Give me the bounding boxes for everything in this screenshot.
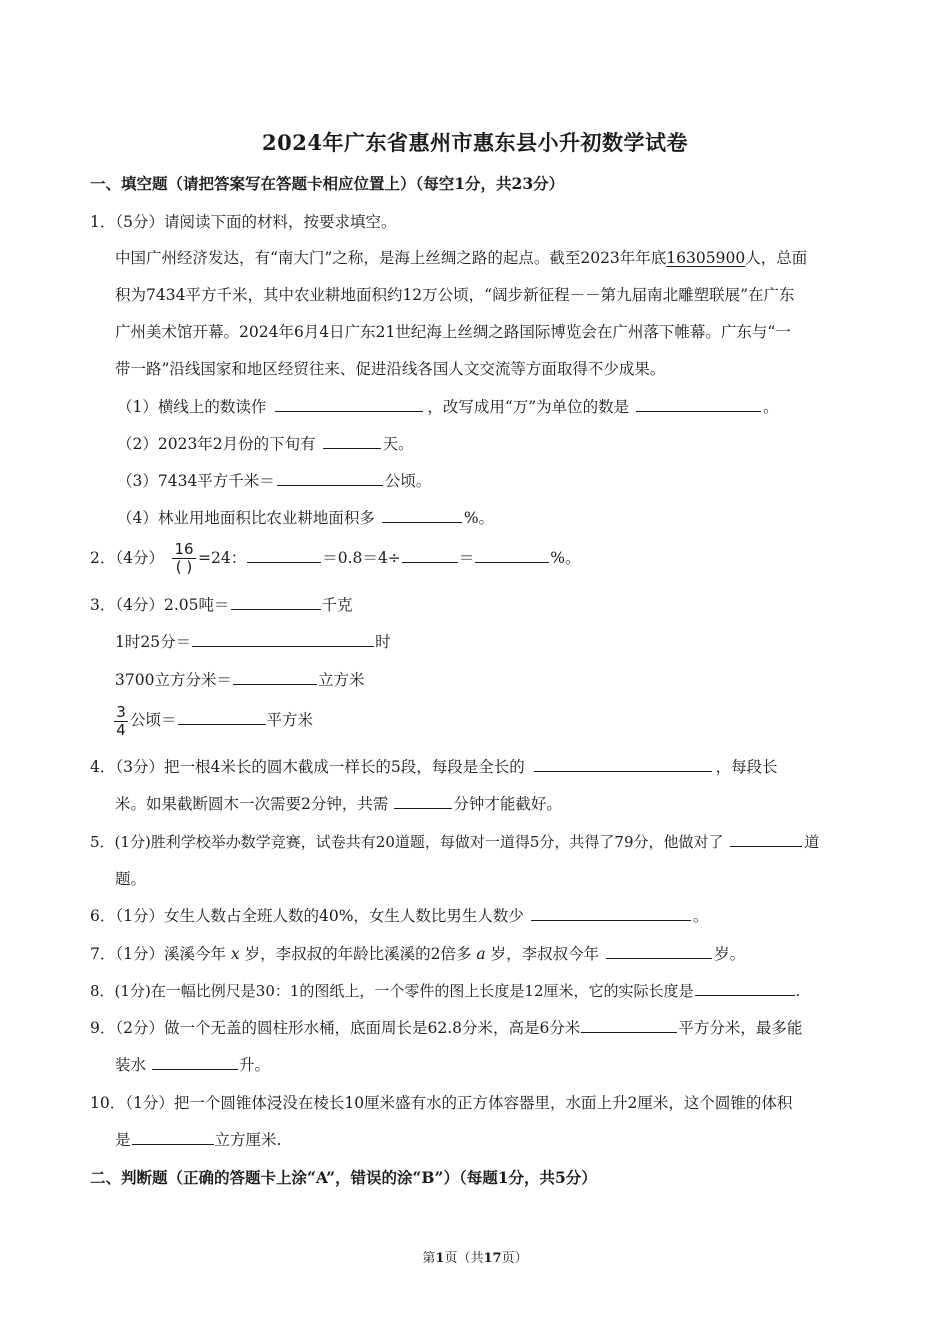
answer-blank[interactable] <box>394 794 452 809</box>
answer-blank[interactable] <box>192 632 374 647</box>
q3-text: 立方米 <box>317 671 365 689</box>
footer-text: 第 <box>422 1251 436 1266</box>
answer-blank[interactable] <box>606 944 712 959</box>
q3-text: 千克 <box>321 596 353 614</box>
answer-blank[interactable] <box>178 710 266 725</box>
answer-blank[interactable] <box>730 832 802 847</box>
q7-variable-x: x <box>230 945 240 963</box>
answer-blank[interactable] <box>695 981 795 996</box>
q5-line-1 <box>90 832 819 852</box>
exam-title: 2024年广东省惠州市惠东县小升初数学试卷 <box>262 130 688 155</box>
q10-text: 是 <box>115 1131 131 1149</box>
q1-stem: 1．（5分）请阅读下面的材料，按要求填空。 <box>90 213 397 231</box>
q7-text: 岁。 <box>714 945 746 963</box>
q1-sub-3-text: （3）7434平方千米＝ <box>117 472 275 490</box>
answer-blank[interactable] <box>132 1130 214 1145</box>
q7-text: 岁，李叔叔的年龄比溪溪的2倍多 <box>244 945 472 963</box>
fraction-denominator: 4 <box>116 721 126 739</box>
q1-passage-line-1 <box>115 248 807 268</box>
q9-text: 平方分米，最多能 <box>678 1019 803 1037</box>
q7-line <box>90 944 745 964</box>
q3-text: 平方米 <box>266 711 314 729</box>
section-1-heading: 一、填空题（请把答案写在答题卡相应位置上）（每空1分，共23分） <box>90 174 565 193</box>
q1-passage-line-3: 广州美术馆开幕。2024年6月4日广东21世纪海上丝绸之路国际博览会在广州落下帷幕。广东与“一 <box>115 323 791 341</box>
q3-fraction <box>114 704 128 739</box>
q1-sub-2 <box>117 434 414 454</box>
q2-fraction <box>172 541 196 576</box>
q4-text: 米。如果截断圆木一次需要2分钟，共需 <box>115 795 389 813</box>
q1-passage-text: 人，总面 <box>745 249 808 267</box>
answer-blank[interactable] <box>402 548 458 563</box>
q3-text: 公顷＝ <box>130 711 177 729</box>
q5-text: 道 <box>804 833 820 851</box>
q1-sub-3-text: 公顷。 <box>384 472 432 490</box>
q4-text: 4．（3分）把一根4米长的圆木截成一样长的5段，每段是全长的 <box>90 758 525 776</box>
q1-sub-3 <box>117 471 431 491</box>
q3-text: 1时25分＝ <box>115 633 192 651</box>
q6-text: 6．（1分）女生人数占全班人数的40%，女生人数比男生人数少 <box>90 907 524 925</box>
q1-passage-line-4: 带一路”沿线国家和地区经贸往来、促进沿线各国人文交流等方面取得不少成果。 <box>115 360 666 378</box>
q10-line-1: 10．（1分）把一个圆锥体浸没在棱长10厘米盛有水的正方体容器里，水面上升2厘米，这个圆锥的体积 <box>90 1094 793 1112</box>
q1-underlined-number: 16305900 <box>666 249 746 267</box>
q4-text: ，每段长 <box>715 758 778 776</box>
q9-text: 9．（2分）做一个无盖的圆柱形水桶，底面周长是62.8分米，高是6分米 <box>90 1019 581 1037</box>
fraction-numerator: 16 <box>174 540 194 558</box>
footer-text: 页） <box>501 1251 528 1266</box>
q7-variable-a: a <box>476 945 486 963</box>
q2-text: =24： <box>198 549 247 567</box>
q3-text: 3700立方分米＝ <box>115 671 232 689</box>
q2-text: %。 <box>550 549 581 567</box>
q3-line-2 <box>115 632 391 652</box>
answer-blank[interactable] <box>233 670 317 685</box>
q4-text: 分钟才能截好。 <box>453 795 562 813</box>
q1-sub-4-text: （4）林业用地面积比农业耕地面积多 <box>117 509 375 527</box>
section-2-heading: 二、判断题（正确的答题卡上涂“A”，错误的涂“B”）（每题1分，共5分） <box>90 1168 597 1187</box>
q4-line-1 <box>90 757 778 777</box>
q3-text: 3．（4分）2.05吨＝ <box>90 596 230 614</box>
q6-text: 。 <box>692 907 709 925</box>
q1-sub-2-text: （2）2023年2月份的下旬有 <box>117 435 316 453</box>
answer-blank[interactable] <box>277 471 383 486</box>
answer-blank[interactable] <box>636 397 761 412</box>
q7-text: 岁，李叔叔今年 <box>490 945 600 963</box>
q3-line-3 <box>115 670 364 690</box>
q9-line-2 <box>115 1055 270 1075</box>
fraction-numerator: 3 <box>116 703 126 721</box>
answer-blank[interactable] <box>581 1018 677 1033</box>
q2-body <box>198 548 580 568</box>
answer-blank[interactable] <box>152 1055 238 1070</box>
q1-passage-text: 中国广州经济发达，有“南大门”之称，是海上丝绸之路的起点。截至2023年年底 <box>115 249 667 267</box>
footer-text: 页（共 <box>444 1251 484 1266</box>
q4-line-2 <box>115 794 562 814</box>
page-footer <box>0 1247 950 1266</box>
q7-text: 7．（1分）溪溪今年 <box>90 945 226 963</box>
q10-text: 立方厘米. <box>214 1131 282 1149</box>
q3-line-4 <box>130 710 313 730</box>
fraction-denominator: ( ) <box>175 558 193 576</box>
q3-text: 时 <box>375 633 391 651</box>
answer-blank[interactable] <box>531 906 691 921</box>
q1-sub-1-text: （1）横线上的数读作 <box>117 398 267 416</box>
q9-line-1 <box>90 1018 802 1038</box>
q1-passage-line-2: 积为7434平方千米，其中农业耕地面积约12万公顷，“阔步新征程－－第九届南北雕塑联展”在广东 <box>115 286 795 304</box>
q1-sub-4-text: %。 <box>463 509 495 527</box>
answer-blank[interactable] <box>231 595 321 610</box>
q2-text: ＝ <box>458 549 475 567</box>
q9-text: 升。 <box>238 1056 270 1074</box>
answer-blank[interactable] <box>247 548 321 563</box>
answer-blank[interactable] <box>323 434 381 449</box>
q5-text: 5．(1分)胜利学校举办数学竞赛，试卷共有20道题，每做对一道得5分，共得了79分，他做对了 <box>90 833 724 851</box>
q1-sub-1 <box>117 397 779 417</box>
q2-prefix: 2．（4分） <box>90 549 164 567</box>
answer-blank[interactable] <box>534 757 712 772</box>
q9-text: 装水 <box>115 1056 147 1074</box>
answer-blank[interactable] <box>275 397 423 412</box>
q6-line <box>90 906 708 926</box>
q1-sub-4 <box>117 508 494 528</box>
q2-text: ＝0.8＝4÷ <box>322 549 401 567</box>
q3-line-1 <box>90 595 353 615</box>
footer-total-pages: 17 <box>483 1251 502 1266</box>
q10-line-2 <box>115 1130 281 1150</box>
footer-page-number: 1 <box>435 1251 445 1266</box>
answer-blank[interactable] <box>382 508 462 523</box>
q1-sub-2-text: 天。 <box>382 435 414 453</box>
q8-text: 8．(1分)在一幅比例尺是30：1的图纸上，一个零件的图上长度是12厘米，它的实际长度是 <box>90 982 694 1000</box>
q8-line <box>90 981 800 1001</box>
q8-text: . <box>795 982 801 1000</box>
answer-blank[interactable] <box>475 548 549 563</box>
q1-sub-1-text: 。 <box>763 398 779 416</box>
q5-line-2: 题。 <box>115 870 147 888</box>
q1-sub-1-text: ，改写成用“万”为单位的数是 <box>427 398 630 416</box>
